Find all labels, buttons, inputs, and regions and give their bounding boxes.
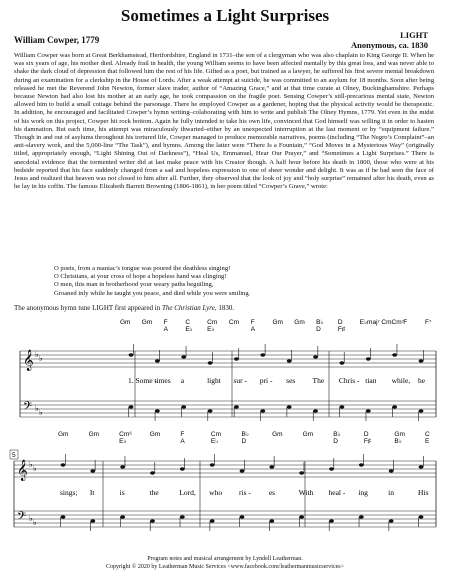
- chord-bass-note: E♭: [185, 326, 193, 333]
- note-head: [234, 357, 239, 360]
- footer-credit: Program notes and musical arrangement by Lyndell Leatherman.: [147, 556, 303, 562]
- note-head: [150, 471, 155, 474]
- chord-symbol: Gm: [120, 319, 131, 326]
- chord-bass-note: D: [316, 326, 321, 333]
- lyric-syllable: ing: [358, 488, 368, 497]
- lyric-syllable: the: [149, 488, 159, 497]
- note-head: [210, 463, 215, 466]
- tune-author: Anonymous, ca. 1830: [351, 40, 428, 50]
- lyric-syllable: With: [298, 488, 314, 497]
- chord-symbol: B♭: [316, 319, 324, 326]
- bass-note-head: [419, 515, 424, 518]
- bass-note-head: [366, 409, 371, 412]
- note-head: [120, 465, 125, 468]
- key-flat: ♭: [39, 408, 43, 417]
- chord-symbol: B♭: [333, 431, 341, 438]
- bass-note-head: [155, 409, 160, 412]
- note-head: [61, 463, 66, 466]
- bass-note-head: [359, 515, 364, 518]
- bass-note-head: [313, 409, 318, 412]
- lyric-syllable: who: [209, 488, 223, 497]
- lyric-syllable: a: [180, 376, 185, 385]
- bass-note-head: [260, 409, 265, 412]
- note-head: [419, 465, 424, 468]
- bass-note-head: [299, 515, 304, 518]
- chord-symbol: Cm: [210, 431, 222, 438]
- tune-name: LIGHT: [400, 30, 428, 40]
- note-head: [90, 469, 95, 472]
- chord-symbol: E♭maj⁷: [359, 319, 380, 326]
- note-head: [129, 353, 134, 356]
- lyric-syllable: es: [268, 488, 276, 497]
- chord-bass-note: D: [333, 438, 338, 445]
- chord-symbol: F: [163, 319, 168, 326]
- chord-symbol: C: [425, 431, 430, 438]
- bass-note-head: [389, 519, 394, 522]
- bass-note-head: [269, 519, 274, 522]
- tune-note-prefix: The anonymous hymn tune LIGHT first appeared in: [14, 304, 163, 312]
- bass-note-head: [340, 405, 345, 408]
- bass-note-head: [392, 405, 397, 408]
- treble-clef: 𝄞: [23, 350, 34, 370]
- lyric-syllable: pri -: [259, 376, 273, 385]
- poem-line: O men, this man in brotherhood your weary paths beguiling,: [54, 281, 214, 289]
- note-head: [240, 469, 245, 472]
- chord-bass-note: A: [250, 326, 256, 333]
- bass-note-head: [181, 405, 186, 408]
- bass-note-head: [90, 519, 95, 522]
- chord-bass-note: B♭: [394, 438, 402, 445]
- chord-bass-note: E♭: [210, 438, 219, 445]
- lyric-syllable: light: [207, 376, 221, 385]
- note-head: [260, 353, 265, 356]
- bass-note-head: [210, 519, 215, 522]
- chord-bass-note: D: [241, 438, 247, 445]
- measure-number: 5: [12, 452, 16, 459]
- hymn-author: William Cowper, 1779: [14, 35, 100, 45]
- lyric-syllable: 1. Some -: [128, 376, 157, 385]
- bass-note-head: [329, 519, 334, 522]
- note-head: [419, 359, 424, 362]
- chord-bass-note: A: [180, 438, 185, 445]
- page-footer: [0, 556, 450, 571]
- lyric-syllable: It: [89, 488, 95, 497]
- note-head: [208, 361, 213, 364]
- chord-symbol: Cm⁶: [119, 431, 132, 438]
- note-head: [269, 465, 274, 468]
- note-head: [313, 355, 318, 358]
- chord-bass-note: F♯: [337, 326, 346, 333]
- lyric-syllable: heal -: [328, 488, 346, 497]
- chord-bass-note: E: [425, 438, 430, 445]
- chord-symbol: Gm: [272, 431, 283, 438]
- key-flat: ♭: [35, 350, 39, 359]
- bass-note-head: [287, 405, 292, 408]
- chord-symbol: B♭: [241, 431, 249, 438]
- bass-note-head: [61, 515, 66, 518]
- chord-symbol: Gm: [302, 431, 314, 438]
- chord-symbol: D: [337, 319, 343, 326]
- chord-symbol: F: [250, 319, 255, 326]
- lyric-syllable: he: [418, 376, 426, 385]
- note-head: [340, 361, 345, 364]
- note-head: [329, 467, 334, 470]
- bass-note-head: [120, 515, 125, 518]
- bass-clef: 𝄢: [17, 511, 27, 526]
- footer-copyright: Copyright © 2020 by Leatherman Music Services <www.facebook.com/leathermanmusicservices>: [105, 563, 345, 570]
- lyric-syllable: ses: [286, 376, 296, 385]
- key-flat: ♭: [39, 354, 43, 363]
- chord-symbol: D: [363, 431, 369, 438]
- note-head: [366, 357, 371, 360]
- key-flat: ♭: [29, 460, 33, 469]
- chord-symbol: Cm: [207, 319, 218, 326]
- lyric-syllable: in: [388, 488, 395, 497]
- bass-note-head: [208, 409, 213, 412]
- lyric-syllable: The: [312, 376, 325, 385]
- poem-line: Groaned inly while he taught you peace, and died while you were smiling.: [54, 289, 251, 297]
- lyric-syllable: ris -: [239, 488, 251, 497]
- key-flat: ♭: [29, 514, 33, 523]
- lyric-syllable: is: [119, 488, 125, 497]
- lyric-syllable: Chris -: [338, 376, 360, 385]
- chord-symbol: Gm: [272, 319, 283, 326]
- chord-symbol: Gm: [394, 431, 405, 438]
- poem-line: O Christians, at your cross of hope a hopeless hand was clinging!: [54, 273, 227, 281]
- treble-clef: 𝄞: [17, 460, 28, 480]
- chord-symbol: Gm: [149, 431, 161, 438]
- chord-symbol: CmCm⁷: [381, 319, 405, 326]
- chord-symbol: Gm: [141, 319, 153, 326]
- note-head: [392, 353, 397, 356]
- page-title: Sometimes a Light Surprises: [120, 6, 330, 25]
- note-head: [155, 359, 160, 362]
- bass-note-head: [234, 405, 239, 408]
- note-head: [181, 355, 186, 358]
- bass-note-head: [419, 409, 424, 412]
- bass-note-head: [150, 519, 155, 522]
- bass-note-head: [129, 405, 134, 408]
- chord-symbol: Gm: [88, 431, 100, 438]
- bass-note-head: [180, 515, 185, 518]
- key-flat: ♭: [35, 404, 39, 413]
- tune-note-book: The Christian Lyre: [162, 304, 215, 312]
- chord-bass-note: E♭: [119, 438, 127, 445]
- bass-note-head: [240, 515, 245, 518]
- chord-symbol: F: [403, 319, 408, 326]
- bass-clef: 𝄢: [23, 401, 33, 416]
- lyric-syllable: tian: [365, 376, 377, 385]
- key-flat: ♭: [33, 518, 37, 527]
- lyric-syllable: times: [154, 376, 171, 385]
- chord-symbol: Cm: [228, 319, 240, 326]
- program-notes: William Cowper was born at Great Berkhamstead, Hertfordshire, England in 1731–the son of a clergyman who was also chaplain to King George II. When he was six years of age, his mother died. Already frail in health, the young William seems to have been affected mentally by this great loss, and was never able to shake the dark cloud of depression that followed him the rest of his life. Gifted as a poet, but trained as a lawyer, he suffered his first severe mental breakdown during an examination for a clerkship in the House of Lords. After a weak attempt at suicide, he was committed to an asylum for 18 months. Soon after being released he met the Reverend John Newton, former slave trader, author of “Amazing Grace,” and at that time curate at Olney, Buckinghamshire. Perhaps because Newton had also lost his mother at an early age, he took compassion on the fragile poet. Sensing Cowper’s still-precarious mental state, Newton allowed him to build a small cottage behind the parsonage. There he employed Cowper as a gardener, hoping that the physical activity would be therapeutic. In addition, he encouraged and facilitated Cowper’s hymn writing–colaborating with him to write and publish The Olney Hymns, 1779. Yet even in the midst of his work on this project, Cowper hit rock bottom. Again he fully intended to take his own life, convinced that God himself was willing it in order to hasten his damnation. But each time, his attempt was miraculously thwarted–either by an unexpected interruption at the last moment or by “equipment failure.” Though in and out of asylums throughout his tortured life, Cowper managed to produce memorable narratives, poems (including “The Negro’s Complaint”–an anti-slavery work, and the 5,000-line “The Task”), and hymns. Among the latter were “There Is a Fountain,” “God Moves in a Mysterious Way” (originally titled, appropriately enough, “Light Shining Out of Darkness”), “Heal Us, Emmanuel, Hear Our Prayer,” and “Sometimes a Light Surprises.” There is anecdotal evidence that the tormented writer did at last make peace with his Creator though. A half hour before his death in 1800, those who were at his bedside reported that his face suddenly changed from a sad and hopeless expression to one of sheer wonder and delight. It was as if he had seen the face of Jesus and realized that heaven was not closed to him after all. Further, they observed that the look of joy and “holy surprise” remained after his death, even as he lay in his coffin. The famous Elizabeth Barrett Browning (1806-1861), in her poem titled “Cowper’s Grave,” wrote:: [14, 52, 434, 191]
- lyric-syllable: while,: [391, 376, 411, 385]
- note-head: [359, 463, 364, 466]
- chord-symbol: C: [185, 319, 191, 326]
- lyric-syllable: Lord,: [179, 488, 196, 497]
- note-head: [287, 359, 292, 362]
- chord-symbol: Gm: [58, 431, 69, 438]
- note-head: [299, 471, 304, 474]
- chord-symbol: F⁷: [425, 319, 432, 326]
- chord-bass-note: A: [163, 326, 168, 333]
- lyric-syllable: His: [418, 488, 429, 497]
- chord-bass-note: E♭: [207, 326, 215, 333]
- lyric-syllable: sur -: [233, 376, 248, 385]
- chord-symbol: Gm: [294, 319, 305, 326]
- chord-bass-note: F♯: [363, 438, 372, 445]
- note-head: [389, 469, 394, 472]
- tune-note-suffix: , 1830.: [214, 304, 235, 312]
- lyric-syllable: sings;: [60, 488, 78, 497]
- chord-symbol: F: [180, 431, 185, 438]
- note-head: [180, 467, 185, 470]
- key-flat: ♭: [33, 464, 37, 473]
- poem-line: O poets, from a maniac’s tongue was poured the deathless singing!: [54, 265, 231, 272]
